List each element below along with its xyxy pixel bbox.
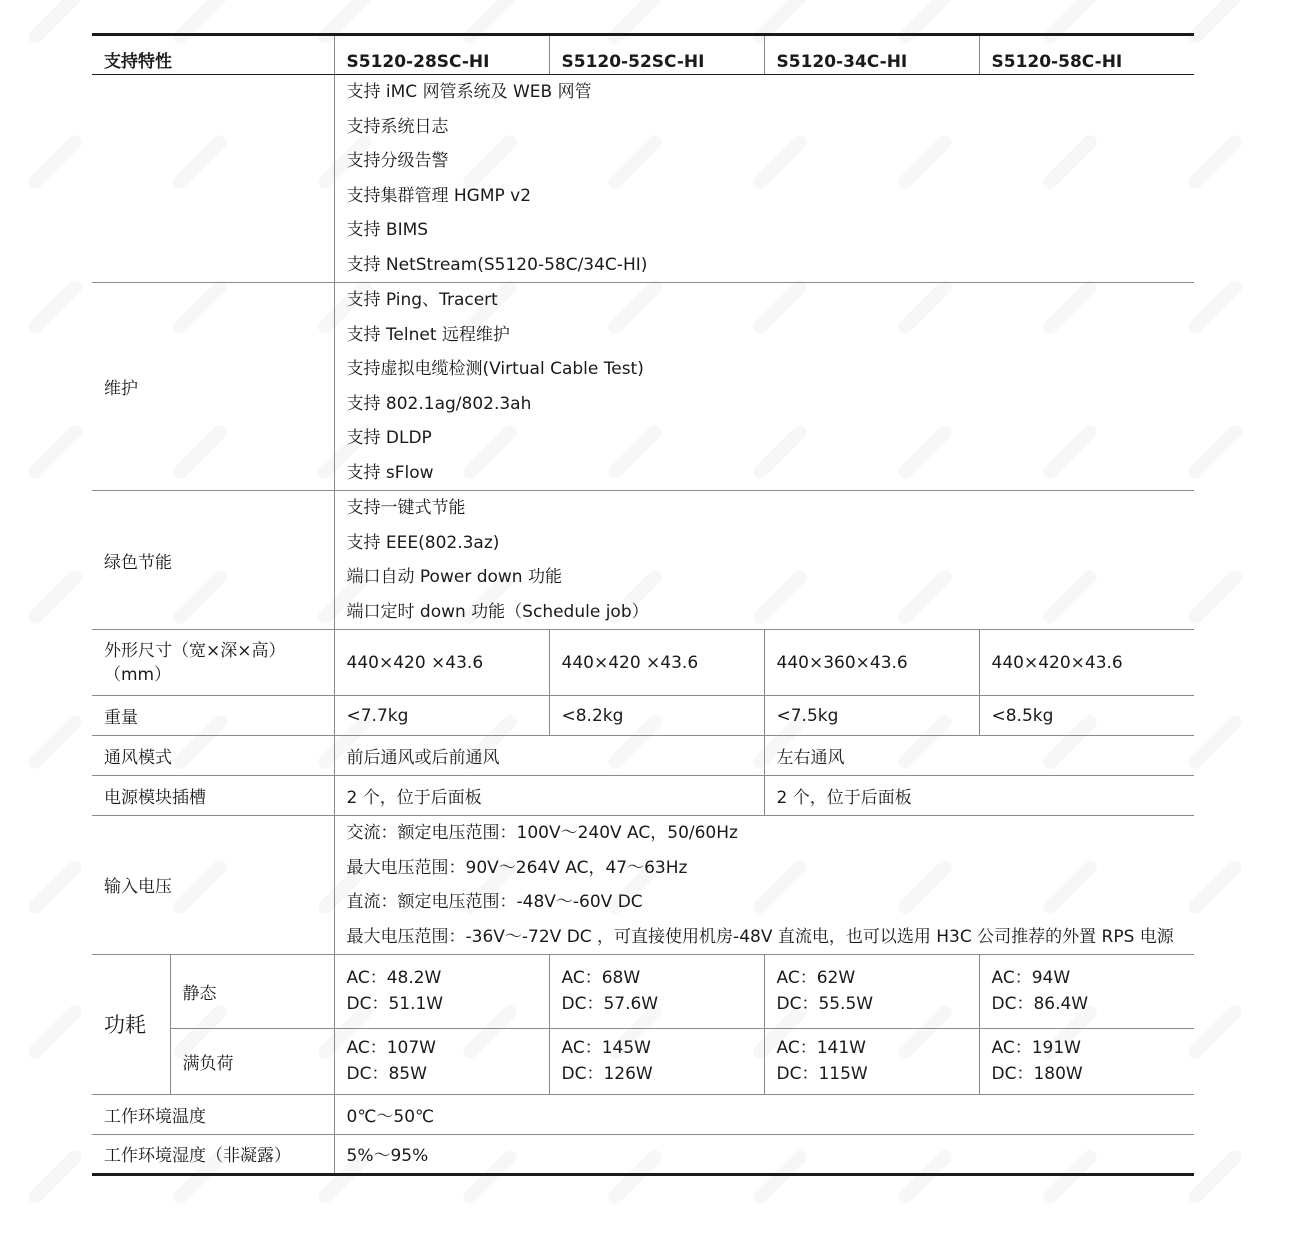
power-static-row bbox=[92, 954, 1194, 1028]
dimensions-value: 440×420 ×43.6 bbox=[549, 630, 764, 696]
management-row bbox=[92, 75, 1194, 283]
header-model: S5120-28SC-HI bbox=[334, 35, 549, 75]
dimensions-value: 440×360×43.6 bbox=[764, 630, 979, 696]
management-line: 支持 iMC 网管系统及 WEB 网管 bbox=[346, 82, 592, 102]
power-full-dc: DC：180W bbox=[991, 1064, 1083, 1084]
power-full-dc: DC：85W bbox=[346, 1064, 427, 1084]
temperature-row bbox=[92, 1094, 1194, 1134]
maintenance-label: 维护 bbox=[92, 283, 334, 491]
header-row bbox=[92, 35, 1194, 75]
power-static-value bbox=[979, 954, 1194, 1028]
watermark-mark bbox=[1185, 1147, 1244, 1206]
watermark-mark bbox=[25, 857, 84, 916]
watermark-mark bbox=[25, 0, 84, 47]
input-voltage-line: 最大电压范围：-36V～-72V DC ，可直接使用机房-48V 直流电，也可以选用 H3C 公司推荐的外置 RPS 电源 bbox=[346, 926, 1174, 947]
green-line: 支持 EEE(802.3az) bbox=[346, 532, 500, 553]
watermark-mark bbox=[1185, 567, 1244, 626]
airflow-label: 通风模式 bbox=[92, 736, 334, 776]
input-voltage-values bbox=[334, 816, 1194, 955]
airflow-row bbox=[92, 736, 1194, 776]
watermark-mark bbox=[25, 422, 84, 481]
weight-value: <8.2kg bbox=[549, 696, 764, 736]
watermark-mark bbox=[25, 277, 84, 336]
dimensions-value: 440×420×43.6 bbox=[979, 630, 1194, 696]
temperature-value: 0℃～50℃ bbox=[334, 1094, 1194, 1134]
power-full-ac: AC：141W bbox=[776, 1038, 866, 1058]
management-values bbox=[334, 75, 1194, 283]
power-full-value bbox=[764, 1028, 979, 1094]
management-line: 支持 BIMS bbox=[346, 220, 429, 240]
humidity-row bbox=[92, 1134, 1194, 1174]
header-model: S5120-34C-HI bbox=[764, 35, 979, 75]
input-voltage-row bbox=[92, 816, 1194, 955]
weight-label: 重量 bbox=[92, 696, 334, 736]
maintenance-line: 支持 Ping、Tracert bbox=[346, 290, 498, 310]
watermark-mark bbox=[25, 1147, 84, 1206]
power-label: 功耗 bbox=[92, 954, 170, 1094]
power-full-ac: AC：191W bbox=[991, 1038, 1081, 1058]
power-static-ac: AC：94W bbox=[991, 968, 1071, 988]
input-voltage-label: 输入电压 bbox=[92, 816, 334, 955]
maintenance-line: 支持 sFlow bbox=[346, 462, 434, 483]
weight-row bbox=[92, 696, 1194, 736]
watermark-mark bbox=[25, 132, 84, 191]
weight-value: <8.5kg bbox=[979, 696, 1194, 736]
watermark-mark bbox=[1185, 1002, 1244, 1061]
maintenance-line: 支持 Telnet 远程维护 bbox=[346, 324, 510, 345]
dimensions-value: 440×420 ×43.6 bbox=[334, 630, 549, 696]
psu-slots-value-a: 2 个，位于后面板 bbox=[334, 776, 764, 816]
humidity-value: 5%～95% bbox=[334, 1134, 1194, 1174]
green-line: 端口自动 Power down 功能 bbox=[346, 567, 562, 587]
power-full-value bbox=[979, 1028, 1194, 1094]
airflow-value-a: 前后通风或后前通风 bbox=[334, 736, 764, 776]
power-static-value bbox=[549, 954, 764, 1028]
header-model: S5120-52SC-HI bbox=[549, 35, 764, 75]
power-full-row bbox=[92, 1028, 1194, 1094]
psu-slots-label: 电源模块插槽 bbox=[92, 776, 334, 816]
green-label: 绿色节能 bbox=[92, 491, 334, 630]
management-line: 支持分级告警 bbox=[346, 151, 449, 171]
watermark-mark bbox=[1185, 277, 1244, 336]
green-line: 端口定时 down 功能（Schedule job） bbox=[346, 601, 649, 622]
power-full-dc: DC：115W bbox=[776, 1064, 868, 1084]
psu-slots-row bbox=[92, 776, 1194, 816]
humidity-label: 工作环境湿度（非凝露） bbox=[92, 1134, 334, 1174]
watermark-mark bbox=[1185, 0, 1244, 47]
input-voltage-line: 最大电压范围：90V～264V AC，47～63Hz bbox=[346, 857, 688, 878]
power-static-dc: DC：51.1W bbox=[346, 994, 444, 1014]
management-line: 支持集群管理 HGMP v2 bbox=[346, 185, 532, 206]
maintenance-line: 支持 DLDP bbox=[346, 428, 432, 448]
power-static-ac: AC：68W bbox=[561, 968, 641, 988]
watermark-mark bbox=[1185, 712, 1244, 771]
power-static-value bbox=[764, 954, 979, 1028]
management-line: 支持 NetStream(S5120-58C/34C-HI) bbox=[346, 254, 648, 275]
watermark-mark bbox=[1185, 857, 1244, 916]
power-full-ac: AC：145W bbox=[561, 1038, 651, 1058]
management-label bbox=[92, 75, 334, 283]
power-static-dc: DC：86.4W bbox=[991, 994, 1089, 1014]
power-static-ac: AC：62W bbox=[776, 968, 856, 988]
power-full-dc: DC：126W bbox=[561, 1064, 653, 1084]
spec-table bbox=[92, 33, 1194, 1176]
power-full-value bbox=[549, 1028, 764, 1094]
header-model: S5120-58C-HI bbox=[979, 35, 1194, 75]
watermark-mark bbox=[1185, 422, 1244, 481]
psu-slots-value-b: 2 个，位于后面板 bbox=[764, 776, 1194, 816]
maintenance-row bbox=[92, 283, 1194, 491]
airflow-value-b: 左右通风 bbox=[764, 736, 1194, 776]
watermark-mark bbox=[25, 1002, 84, 1061]
weight-value: <7.5kg bbox=[764, 696, 979, 736]
power-static-ac: AC：48.2W bbox=[346, 968, 442, 988]
watermark-mark bbox=[25, 712, 84, 771]
dimensions-label: 外形尺寸（宽×深×高）（mm） bbox=[92, 630, 334, 696]
input-voltage-line: 交流：额定电压范围：100V～240V AC，50/60Hz bbox=[346, 823, 738, 843]
maintenance-line: 支持虚拟电缆检测(Virtual Cable Test) bbox=[346, 359, 644, 379]
green-values bbox=[334, 491, 1194, 630]
maintenance-values bbox=[334, 283, 1194, 491]
power-static-dc: DC：57.6W bbox=[561, 994, 659, 1014]
watermark-mark bbox=[25, 567, 84, 626]
dimensions-row bbox=[92, 630, 1194, 696]
power-static-dc: DC：55.5W bbox=[776, 994, 874, 1014]
input-voltage-line: 直流：额定电压范围：-48V～-60V DC bbox=[346, 892, 643, 912]
management-line: 支持系统日志 bbox=[346, 116, 449, 137]
temperature-label: 工作环境温度 bbox=[92, 1094, 334, 1134]
power-full-value bbox=[334, 1028, 549, 1094]
power-full-label: 满负荷 bbox=[170, 1028, 334, 1094]
power-static-label: 静态 bbox=[170, 954, 334, 1028]
green-line: 支持一键式节能 bbox=[346, 498, 466, 518]
header-feature: 支持特性 bbox=[92, 35, 334, 75]
power-full-ac: AC：107W bbox=[346, 1038, 436, 1058]
maintenance-line: 支持 802.1ag/802.3ah bbox=[346, 393, 532, 414]
power-static-value bbox=[334, 954, 549, 1028]
watermark-mark bbox=[1185, 132, 1244, 191]
green-row bbox=[92, 491, 1194, 630]
weight-value: <7.7kg bbox=[334, 696, 549, 736]
